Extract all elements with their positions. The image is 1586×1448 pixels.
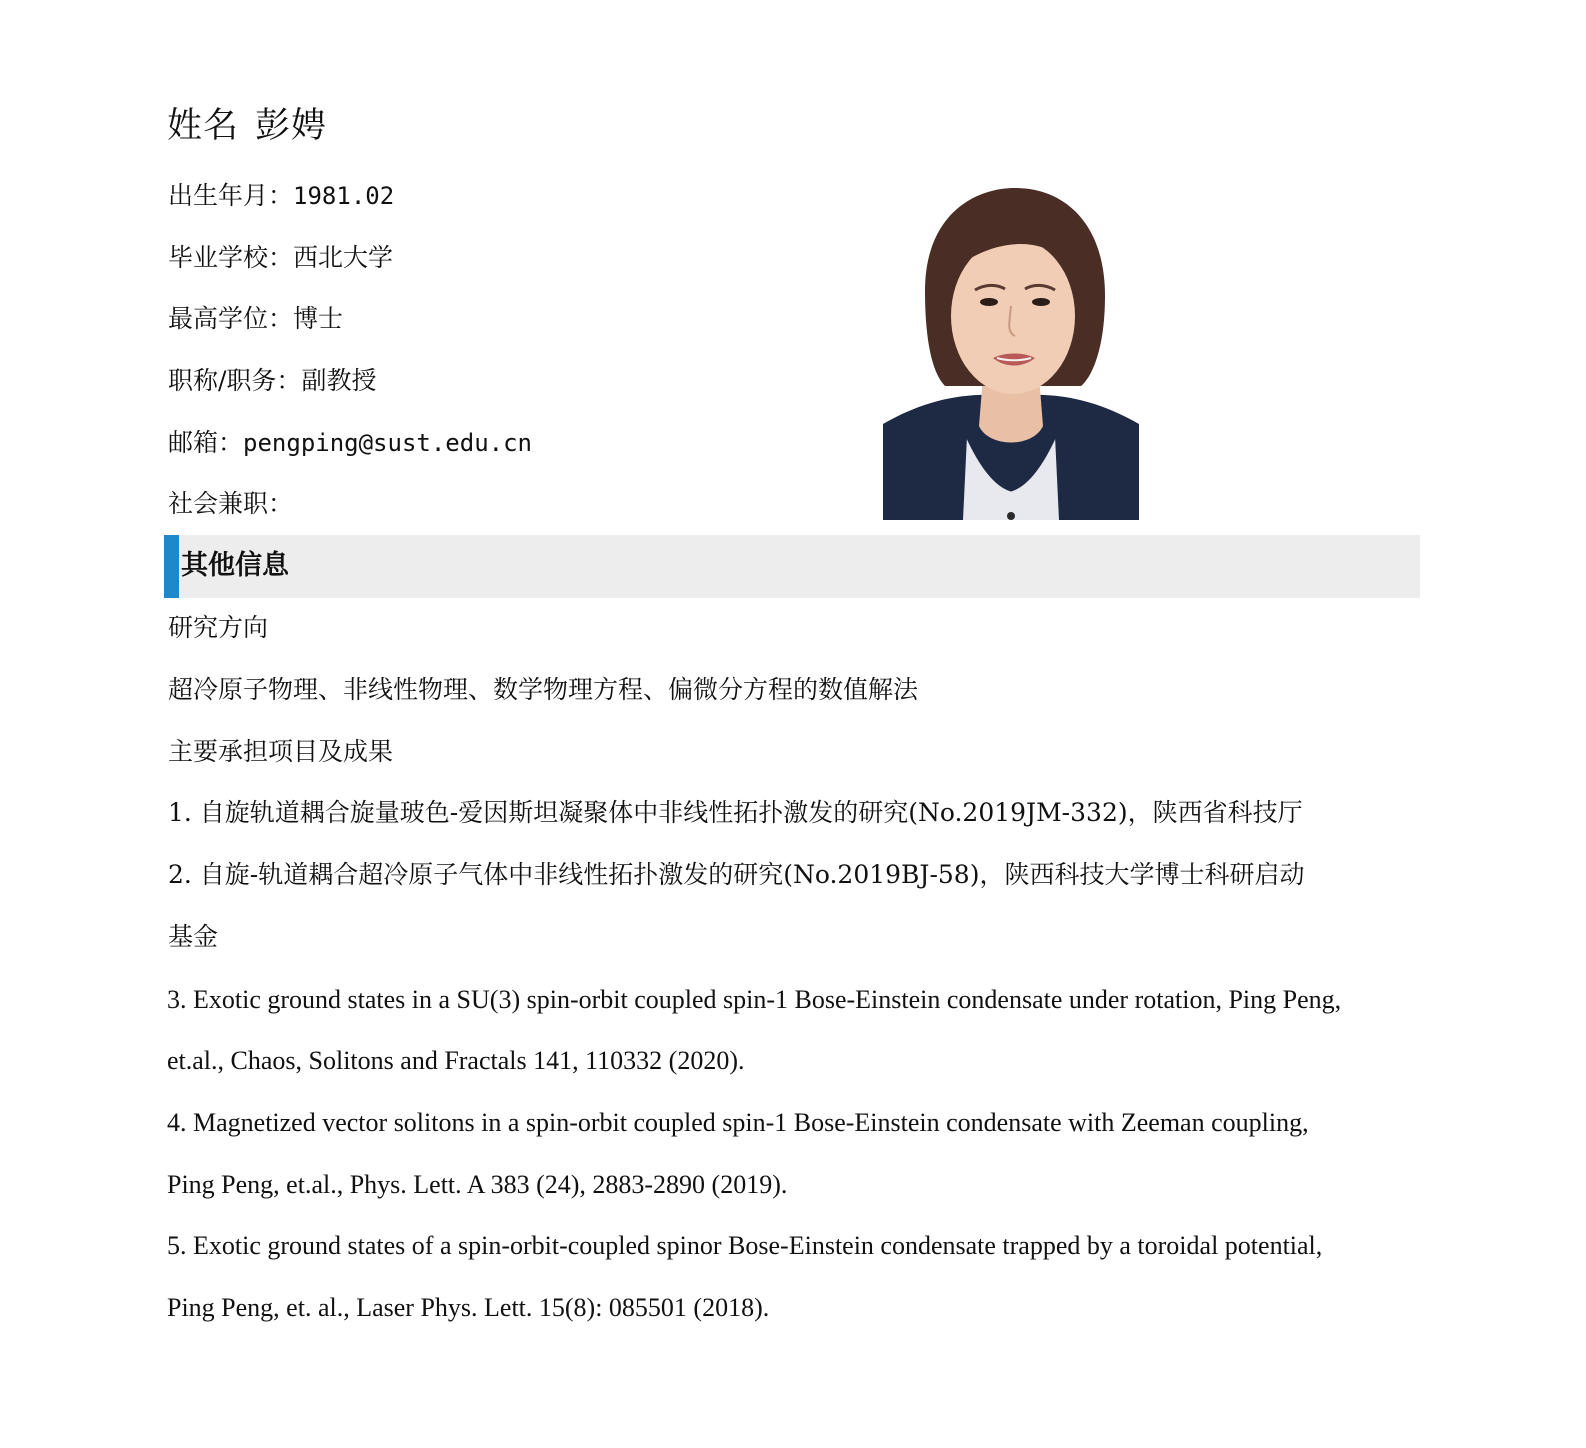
research-heading: 研究方向 xyxy=(168,613,269,642)
title-position-label: 职称/职务： xyxy=(168,366,302,395)
email-value[interactable]: pengping@sust.edu.cn xyxy=(243,429,532,457)
project-item-3-line-1: 3. Exotic ground states in a SU(3) spin-orbit coupled spin-1 Bose-Einstein condensate under rotation, Ping Peng, xyxy=(167,985,1342,1014)
project-item-1-line-1: 1. 自旋轨道耦合旋量玻色-爱因斯坦凝聚体中非线性拓扑激发的研究(No.2019JM-332)，陕西省科技厅 xyxy=(168,798,1303,827)
birth-date-row xyxy=(168,179,394,213)
research-text: 超冷原子物理、非线性物理、数学物理方程、偏微分方程的数值解法 xyxy=(168,675,919,704)
degree-row xyxy=(168,302,343,336)
project-item-3-line-2: et.al., Chaos, Solitons and Fractals 141, 110332 (2020). xyxy=(167,1046,745,1075)
project-item-5-line-1: 5. Exotic ground states of a spin-orbit-coupled spinor Bose-Einstein condensate trapped by a toroidal potential, xyxy=(167,1231,1323,1260)
project-item-5-line-2: Ping Peng, et. al., Laser Phys. Lett. 15(8): 085501 (2018). xyxy=(167,1293,770,1322)
school-row xyxy=(168,241,393,275)
school-value: 西北大学 xyxy=(293,243,394,272)
title-position-row xyxy=(168,364,376,398)
email-row xyxy=(168,426,532,460)
projects-heading: 主要承担项目及成果 xyxy=(168,737,394,766)
portrait-illustration xyxy=(883,186,1139,520)
project-item-4-line-2: Ping Peng, et.al., Phys. Lett. A 383 (24), 2883-2890 (2019). xyxy=(167,1170,788,1199)
portrait-photo xyxy=(883,186,1139,520)
project-item-2-line-2: 基金 xyxy=(168,922,219,951)
part-time-row xyxy=(168,487,293,521)
degree-label: 最高学位： xyxy=(168,304,294,333)
name-label: 姓名 xyxy=(167,106,240,146)
email-label: 邮箱： xyxy=(168,428,244,457)
project-item-2-line-1: 2. 自旋-轨道耦合超冷原子气体中非线性拓扑激发的研究(No.2019BJ-58)，陕西科技大学博士科研启动 xyxy=(168,860,1305,889)
title-position-value: 副教授 xyxy=(301,366,377,395)
school-label: 毕业学校： xyxy=(168,243,294,272)
profile-name-title xyxy=(167,98,327,154)
degree-value: 博士 xyxy=(293,304,344,333)
other-info-section-header xyxy=(164,535,1420,598)
birth-date-label: 出生年月： xyxy=(168,181,294,210)
name-value: 彭娉 xyxy=(255,106,328,146)
section-title: 其他信息 xyxy=(181,550,289,581)
project-item-4-line-1: 4. Magnetized vector solitons in a spin-orbit coupled spin-1 Bose-Einstein condensate with Zeeman coupling, xyxy=(167,1108,1309,1137)
section-accent-bar xyxy=(164,535,179,598)
birth-date-value: 1981.02 xyxy=(293,182,395,210)
part-time-label: 社会兼职： xyxy=(168,489,294,518)
